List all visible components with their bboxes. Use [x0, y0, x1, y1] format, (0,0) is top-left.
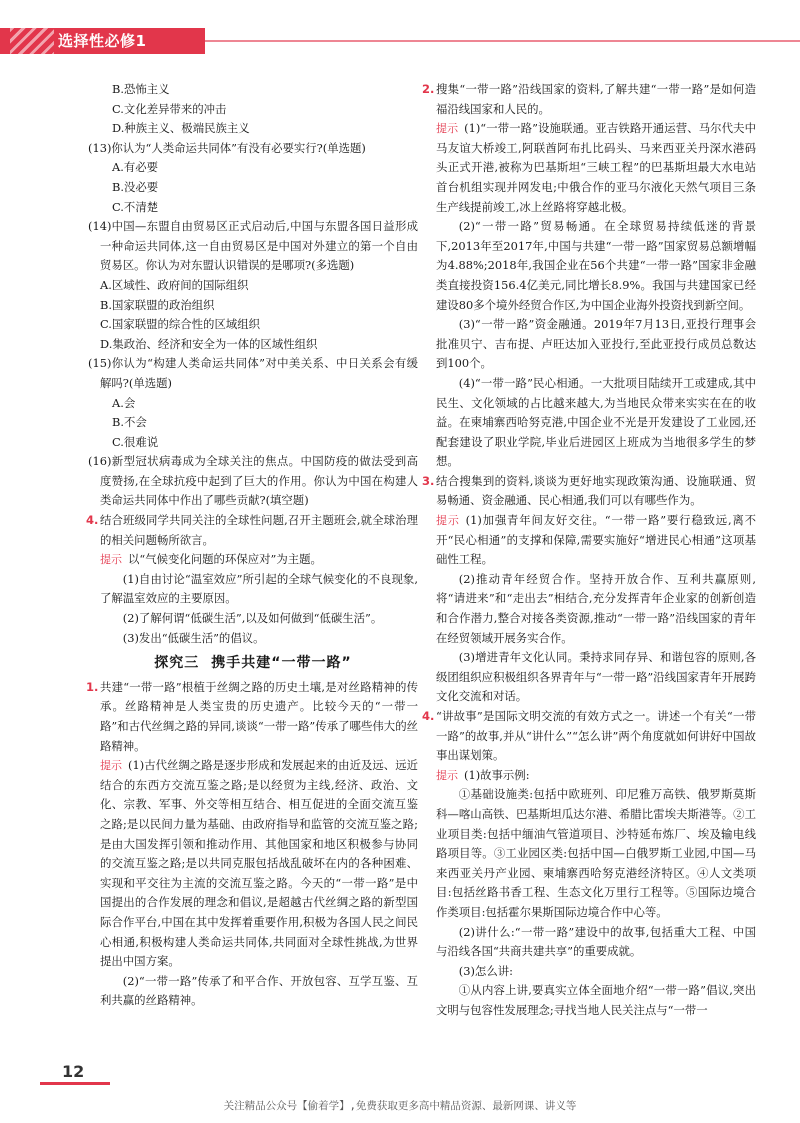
q14-option-a: A.区域性、政府间的国际组织	[100, 277, 249, 292]
q14-option-c: C.国家联盟的综合性的区域组织	[100, 317, 261, 332]
tip-label: 提示	[436, 122, 459, 136]
section-task-1-tip	[88, 756, 418, 972]
q14-option-d: D.集政治、经济和安全为一体的区域性组织	[100, 336, 318, 351]
section-task-3	[424, 472, 756, 511]
tip-label: 提示	[436, 768, 458, 782]
question-13: (13)你认为“人类命运共同体”有没有必要实行?(单选题)	[88, 140, 366, 155]
question-14: (14)中国—东盟自由贸易区正式启动后,中国与东盟各国日益形成一种命运共同体,这一自由贸易区是中国对外建立的第一个自由贸易区。你认为对东盟认识错误的是哪项?(多选题)	[88, 219, 418, 273]
q14-option-b: B.国家联盟的政治组织	[100, 297, 215, 312]
book-title: 选择性必修1	[58, 32, 147, 50]
task-4-tip	[88, 550, 418, 570]
header-band	[0, 28, 800, 54]
section-task-1	[88, 678, 418, 756]
footer-notice: 关注精品公众号【偷着学】,免费获取更多高中精品资源、最新网课、讲义等	[223, 1100, 577, 1112]
section-task-4-point-3: (3)怎么讲:	[458, 963, 513, 978]
section-task-4-examples: ①基础设施类:包括中欧班列、印尼雅万高铁、俄罗斯莫斯科—喀山高铁、巴基斯坦瓜达尔港、希腊比雷埃夫斯港等。②工业项目类:包括中缅油气管道项目、沙特延布炼厂、埃及输电线路项目等。③工业园区类:包括中国—白俄罗斯工业园,中国—马来西亚关丹产业园、柬埔寨西哈努克港经济特区。④人文类项目:包括丝路书香工程、生态文化万里行工程等。⑤国际边境合作类项目:包括霍尔果斯国际边境合作中心等。	[436, 787, 756, 919]
section-task-1-tip-text: (1)古代丝绸之路是逐步形成和发展起来的由近及远、远近结合的东西方交流互鉴之路;是以经贸为主线,经济、政治、文化、宗教、军事、外交等相互结合、相互促进的全面交流互鉴之路;是以民间力量为基础、由政府指导和监管的交流互鉴之路;是由大国发挥引领和推动作用、其他国家和地区积极参与协同的交流互鉴之路;是以共同克服包括战乱破坏在内的各种困难、实现和平交往为主流的交流互鉴之路。今天的“一带一路”是中国提出的合作发展的理念和倡议,是超越古代丝绸之路的新型国际合作平台,中国在其中发挥着重要作用,积极为各国人民之间民心相通,积极构建人类命运共同体,共同面对全球性挑战,为世界提出中国方案。	[100, 758, 419, 969]
section-task-2-text: 搜集“一带一路”沿线国家的资料,了解共建“一带一路”是如何造福沿线国家和人民的。	[436, 82, 756, 116]
task-4-text: 结合班级同学共同关注的全球性问题,召开主题班会,就全球治理的相关问题畅所欲言。	[100, 513, 418, 547]
section-task-3-point-3: (3)增进青年文化认同。秉持求同存异、和谐包容的原则,各级团组织应积极组织各界青年与“一带一路”沿线国家青年开展跨文化交流和对话。	[436, 650, 756, 704]
task-4-number: 4.	[86, 513, 99, 528]
question-15: (15)你认为“构建人类命运共同体”对中美关系、中日关系会有缓解吗?(单选题)	[88, 356, 418, 390]
section-task-2	[424, 80, 756, 119]
q13-option-b: B.没必要	[112, 179, 159, 194]
section-task-4-point-2: (2)讲什么:“一带一路”建设中的故事,包括重大工程、中国与沿线各国“共商共建共享”的重要成就。	[436, 924, 756, 959]
tip-label: 提示	[436, 514, 460, 528]
section-task-2-point-2: (2)“一带一路”贸易畅通。在全球贸易持续低迷的背景下,2013年至2017年,中国与共建“一带一路”国家贸易总额增幅为4.88%;2018年,我国企业在56个共建“一带一路”国家非金融类直接投资156.4亿美元,同比增长8.9%。我国与共建国家已经建设80多个境外经贸合作区,为中国企业海外投资找到新空间。	[436, 219, 756, 312]
task-4-tip-text: 以“气候变化问题的环保应对”为主题。	[128, 552, 322, 567]
section-task-2-point-3: (3)“一带一路”资金融通。2019年7月13日,亚投行理事会批准贝宁、吉布提、卢旺达加入亚投行,至此亚投行成员总数达到100个。	[436, 317, 756, 371]
section-task-2-point-1: (1)“一带一路”设施联通。亚吉铁路开通运营、马尔代夫中马友谊大桥竣工,阿联酋阿布扎比码头、马来西亚关丹深水港码头正式开港,被称为巴基斯坦“三峡工程”的巴基斯坦最大水电站首台机组实现并网发电;中俄合作的亚马尔液化天然气项目三条生产线提前竣工,冰上丝路将穿越北极。	[436, 121, 756, 214]
section-task-4-text: “讲故事”是国际文明交流的有效方式之一。讲述一个有关“一带一路”的故事,并从“讲什么”“怎么讲”两个角度就如何讲好中国故事出谋划策。	[436, 709, 756, 763]
q15-option-b: B.不会	[112, 415, 147, 430]
section-task-2-tip	[424, 119, 756, 217]
tip-label: 提示	[100, 553, 122, 567]
section-task-4	[424, 707, 756, 766]
option-b-terrorism: B.恐怖主义	[112, 82, 170, 96]
section-task-1-point-2: (2)“一带一路”传承了和平合作、开放包容、互学互鉴、互利共赢的丝路精神。	[100, 973, 418, 1008]
question-16: (16)新型冠状病毒成为全球关注的焦点。中国防疫的做法受到高度赞扬,在全球抗疫中起到了巨大的作用。你认为中国在构建人类命运共同体中作出了哪些贡献?(填空题)	[88, 454, 418, 508]
page-number: 12	[62, 1062, 85, 1081]
section-task-4-point-3-body: ①从内容上讲,要真实立体全面地介绍“一带一路”倡议,突出文明与包容性发展理念;寻找当地人民关注点与“一带一	[436, 983, 756, 1017]
section-task-4-number: 4.	[422, 709, 435, 723]
section-task-3-tip	[424, 511, 756, 570]
q13-option-a: A.有必要	[112, 160, 159, 175]
header-tab	[0, 28, 205, 54]
section-heading	[88, 654, 418, 674]
task-4-point-1: (1)自由讨论“温室效应”所引起的全球气候变化的不良现象,了解温室效应的主要原因。	[100, 571, 418, 606]
task-4-point-3: (3)发出“低碳生活”的倡议。	[122, 630, 265, 645]
option-c-culture: C.文化差异带来的冲击	[112, 101, 227, 116]
section-task-3-point-2: (2)推动青年经贸合作。坚持开放合作、互利共赢原则,将“请进来”和“走出去”相结合,充分发挥青年企业家的创新创造和合作潜力,整合对接各类资源,推动“一带一路”沿线国家的青年在经贸领域开展务实合作。	[436, 571, 756, 645]
section-task-3-text: 结合搜集到的资料,谈谈为更好地实现政策沟通、设施联通、贸易畅通、资金融通、民心相通,我们可以有哪些作为。	[436, 473, 756, 508]
q15-option-a: A.会	[112, 395, 136, 410]
right-column	[424, 80, 756, 1021]
header-stripes	[10, 28, 54, 54]
q15-option-c: C.很难说	[112, 434, 159, 449]
section-task-2-number: 2.	[422, 82, 435, 96]
section-name: 携手共建“一带一路”	[211, 655, 352, 672]
section-task-1-number: 1.	[86, 679, 99, 694]
task-4-point-2: (2)了解何谓“低碳生活”,以及如何做到“低碳生活”。	[122, 611, 383, 626]
section-task-3-number: 3.	[422, 473, 435, 488]
section-task-4-tip	[424, 766, 756, 786]
q13-option-c: C.不清楚	[112, 199, 159, 214]
section-task-2-point-4: (4)“一带一路”民心相通。一大批项目陆续开工或建成,其中民生、文化领域的占比越来越大,为当地民众带来实实在在的收益。在柬埔寨西哈努克港,中国企业不光是开发建设了工业园,还配套建设了职业学院,毕业后进园区上班成为当地很多学生的梦想。	[436, 375, 756, 469]
header-rule	[205, 40, 800, 42]
section-task-1-text: 共建“一带一路”根植于丝绸之路的历史土壤,是对丝路精神的传承。丝路精神是人类宝贵的历史遗产。比较今天的“一带一路”和古代丝绸之路的异同,谈谈“一带一路”传承了哪些伟大的丝路精神。	[100, 679, 418, 753]
section-task-4-point-1: (1)故事示例:	[464, 767, 530, 782]
section-task-3-point-1: (1)加强青年间友好交往。“一带一路”要行稳致远,离不开“民心相通”的支撑和保障,需要实施好“增进民心相通”这项基础性工程。	[436, 513, 757, 567]
left-column	[88, 80, 418, 1011]
task-4	[88, 511, 418, 550]
tip-label: 提示	[100, 759, 123, 773]
section-label: 探究三	[154, 655, 200, 672]
page-number-bar	[40, 1082, 110, 1085]
option-d-racism: D.种族主义、极端民族主义	[112, 121, 250, 136]
